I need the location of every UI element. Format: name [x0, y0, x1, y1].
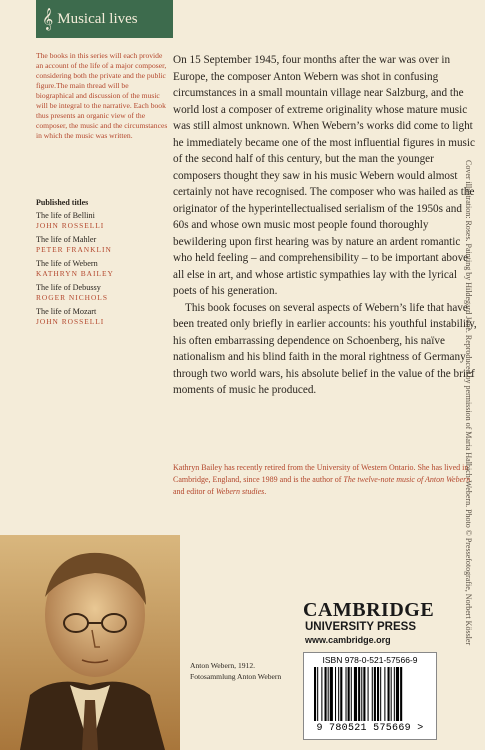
- cover-illustration-credit: Cover illustration: Roses. Painting by Hildegard Jone. Reproduced by permission of Maria Halbich-Webern. Photo © Pressefotografie, Norbert Kössler: [464, 160, 473, 646]
- barcode-bar: [346, 667, 347, 721]
- author-bio-text: Kathryn Bailey has recently retired from the University of Western Ontario. She has lived in Cambridge, England, since 1989 and is the author of: [173, 463, 469, 484]
- barcode-bar: [363, 667, 365, 721]
- author-book-title: Webern studies: [215, 487, 265, 496]
- series-title: Musical lives: [57, 10, 138, 27]
- barcode-bar: [394, 667, 395, 721]
- series-title-tab: [36, 0, 173, 38]
- barcode-bar: [380, 667, 381, 721]
- barcode-bar: [400, 667, 402, 721]
- barcode-digits: 9 780521 575669 >: [316, 723, 424, 734]
- book-title: The life of Bellini: [36, 211, 95, 220]
- list-item: [36, 283, 166, 303]
- treble-clef-icon: 𝄞: [42, 8, 54, 30]
- barcode-bar: [325, 667, 327, 721]
- barcode-bar: [330, 667, 333, 721]
- publisher-url: www.cambridge.org: [305, 635, 391, 645]
- author-bio-text: and editor of: [173, 487, 216, 496]
- list-item: [36, 259, 166, 279]
- barcode-bar: [372, 667, 373, 721]
- book-author: PETER FRANKLIN: [36, 245, 112, 254]
- barcode-bar: [396, 667, 399, 721]
- author-book-title: The twelve-note music of Anton Webern: [343, 475, 471, 484]
- barcode-bar: [377, 667, 379, 721]
- author-bio: [173, 462, 479, 498]
- barcode-bar: [391, 667, 392, 721]
- list-item: [36, 211, 166, 231]
- barcode-bar: [351, 667, 352, 721]
- book-title: The life of Mozart: [36, 307, 97, 316]
- book-title: The life of Mahler: [36, 235, 97, 244]
- barcode-bar: [384, 667, 385, 721]
- barcode-bar: [314, 667, 316, 721]
- publisher-subtitle: UNIVERSITY PRESS: [305, 621, 416, 633]
- barcode-bar: [368, 667, 369, 721]
- publisher-logo: [303, 600, 443, 646]
- series-description: The books in this series will each provide an account of the life of a major composer, considering both the private and the public figure.The main thread will be biographical and discussion of the music will be integral to the narrative. Each book thus presents an organic view of the composer, the music and the circumstances in which the music was written.: [36, 51, 168, 140]
- barcode-bar: [354, 667, 357, 721]
- barcode-bar: [317, 667, 318, 721]
- book-title: The life of Webern: [36, 259, 98, 268]
- barcode-bar: [348, 667, 350, 721]
- blurb-paragraph-2: This book focuses on several aspects of Webern’s life that have been treated only briefly in earlier accounts: his youthful instability, his often embarrassing dependence on Schoenberg, his naïve nationalism and his blind faith in the moral rightness of Germany through two world wars, his absolute belief in the value of the brief moments of music he produced.: [173, 301, 477, 396]
- barcode-bar: [374, 667, 376, 721]
- barcode-bar: [335, 667, 336, 721]
- book-title: The life of Debussy: [36, 283, 101, 292]
- barcode: [303, 652, 437, 740]
- barcode-bar: [321, 667, 322, 721]
- blurb-paragraph-1: On 15 September 1945, four months after the war was over in Europe, the composer Anton Webern was shot in confusing circumstances in a small mountain village near Salzburg, and the world lost a composer of extreme originality whose mature music was still almost unknown. When Webern’s works did come to light he immediately became one of the most influential figures in music of the second half of this century, but the man the younger composers thought they saw in his music Webern would almost certainly not have recognised. The composer who was hailed as the originator of the hyperintellectualised serialism of the 1950s and 60s and whose own music most people found thoroughly bewildering upon first hearing was by nature an ardent romantic who held feeling – and comprehensibility – to be important above all else in art, and whose artistic sympathies lay with the lyrical poets of his generation.: [173, 54, 475, 297]
- isbn-number: ISBN 978-0-521-57566-9: [322, 655, 418, 665]
- barcode-bar: [340, 667, 342, 721]
- published-titles-heading: Published titles: [36, 198, 89, 207]
- barcode-bar: [328, 667, 329, 721]
- photo-caption-line: Anton Webern, 1912.: [190, 661, 256, 670]
- list-item: [36, 235, 166, 255]
- barcode-bar: [361, 667, 362, 721]
- portrait-photo: [0, 535, 180, 750]
- list-item: [36, 307, 166, 327]
- barcode-bars: [310, 667, 430, 723]
- barcode-bar: [388, 667, 390, 721]
- book-author: ROGER NICHOLS: [36, 293, 108, 302]
- barcode-bar: [338, 667, 339, 721]
- publisher-name: CAMBRIDGE: [303, 599, 435, 621]
- book-author: JOHN ROSSELLI: [36, 317, 105, 326]
- author-bio-text: .: [264, 487, 267, 496]
- book-author: KATHRYN BAILEY: [36, 269, 114, 278]
- book-author: JOHN ROSSELLI: [36, 221, 105, 230]
- blurb-body: [173, 52, 479, 399]
- photo-caption: [190, 660, 281, 682]
- photo-caption-line: Fotosammlung Anton Webern: [190, 672, 282, 681]
- barcode-bar: [358, 667, 360, 721]
- published-titles-list: [36, 211, 166, 331]
